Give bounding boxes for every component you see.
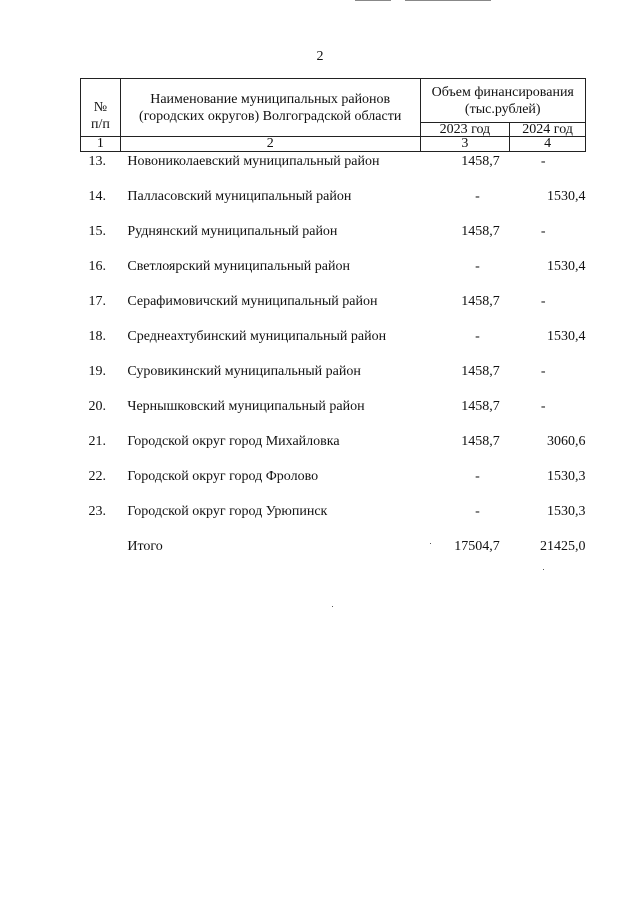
row-number: 21. <box>88 434 106 449</box>
row-value-2023: 1458,7 <box>461 364 500 379</box>
row-value-2024: - <box>540 364 546 379</box>
row-value-2023: 1458,7 <box>461 434 500 449</box>
total-value-2023: 17504,7 <box>454 539 500 554</box>
table-row <box>81 189 586 224</box>
row-value-2024: - <box>540 154 546 169</box>
row-value-2023: - <box>475 469 480 484</box>
header-num-label: № п/п <box>90 100 110 132</box>
row-value-2024: - <box>540 399 546 414</box>
header-name <box>120 79 420 137</box>
row-number: 19. <box>88 364 106 379</box>
row-name: Городской округ город Урюпинск <box>127 504 328 519</box>
row-number: 15. <box>88 224 106 239</box>
table-row <box>81 152 586 190</box>
row-name: Светлоярский муниципальный район <box>127 259 350 274</box>
row-value-2023: 1458,7 <box>461 224 500 239</box>
row-value-2023: 1458,7 <box>461 399 500 414</box>
row-number: 22. <box>88 469 106 484</box>
scan-speck <box>543 569 544 570</box>
table-row <box>81 224 586 259</box>
scan-mark-left <box>355 0 391 1</box>
header-index-4: 4 <box>510 137 586 152</box>
table-row <box>81 364 586 399</box>
row-number: 17. <box>88 294 106 309</box>
header-year-2024: 2024 год <box>510 123 586 137</box>
row-name: Среднеахтубинский муниципальный район <box>127 329 387 344</box>
table-row <box>81 399 586 434</box>
scan-speck <box>332 606 333 607</box>
row-value-2024: - <box>540 294 546 309</box>
row-name: Суровикинский муниципальный район <box>127 364 361 379</box>
row-number: 14. <box>88 189 106 204</box>
row-value-2024: - <box>540 224 546 239</box>
row-number: 13. <box>88 154 106 169</box>
row-name: Городской округ город Михайловка <box>127 434 340 449</box>
row-value-2024: 1530,4 <box>547 189 586 204</box>
row-number: 23. <box>88 504 106 519</box>
header-funding <box>420 79 585 123</box>
table-row <box>81 504 586 539</box>
row-name: Новониколаевский муниципальный район <box>127 154 380 169</box>
row-number: 20. <box>88 399 106 414</box>
scan-speck <box>430 543 431 544</box>
total-label: Итого <box>127 539 163 554</box>
table-row <box>81 434 586 469</box>
row-value-2024: 1530,3 <box>547 469 586 484</box>
row-name: Городской округ город Фролово <box>127 469 319 484</box>
table-row <box>81 469 586 504</box>
row-value-2023: - <box>475 504 480 519</box>
row-number: 16. <box>88 259 106 274</box>
row-value-2023: - <box>475 329 480 344</box>
funding-table <box>80 78 586 574</box>
header-index-3: 3 <box>420 137 510 152</box>
header-num <box>81 79 121 137</box>
row-value-2024: 1530,3 <box>547 504 586 519</box>
table-row <box>81 294 586 329</box>
header-index-1: 1 <box>81 137 121 152</box>
header-year-2023: 2023 год <box>420 123 510 137</box>
row-name: Палласовский муниципальный район <box>127 189 352 204</box>
header-funding-label: Объем финансирования (тыс.рублей) <box>431 84 574 117</box>
row-value-2023: 1458,7 <box>461 154 500 169</box>
scan-mark-right <box>405 0 491 1</box>
row-value-2023: - <box>475 189 480 204</box>
row-number: 18. <box>88 329 106 344</box>
header-name-label: Наименование муниципальных районов (городских округов) Волгоградской области <box>139 91 402 124</box>
row-name: Руднянский муниципальный район <box>127 224 338 239</box>
table-row <box>81 329 586 364</box>
total-row <box>81 539 586 574</box>
row-name: Серафимовичский муниципальный район <box>127 294 378 309</box>
table-row <box>81 259 586 294</box>
row-name: Чернышковский муниципальный район <box>127 399 365 414</box>
header-index-2: 2 <box>120 137 420 152</box>
row-value-2023: 1458,7 <box>461 294 500 309</box>
row-value-2024: 1530,4 <box>547 259 586 274</box>
page-number: 2 <box>316 49 324 64</box>
row-value-2024: 3060,6 <box>547 434 586 449</box>
total-value-2024: 21425,0 <box>540 539 586 554</box>
total-number-empty <box>81 539 121 574</box>
row-value-2024: 1530,4 <box>547 329 586 344</box>
row-value-2023: - <box>475 259 480 274</box>
